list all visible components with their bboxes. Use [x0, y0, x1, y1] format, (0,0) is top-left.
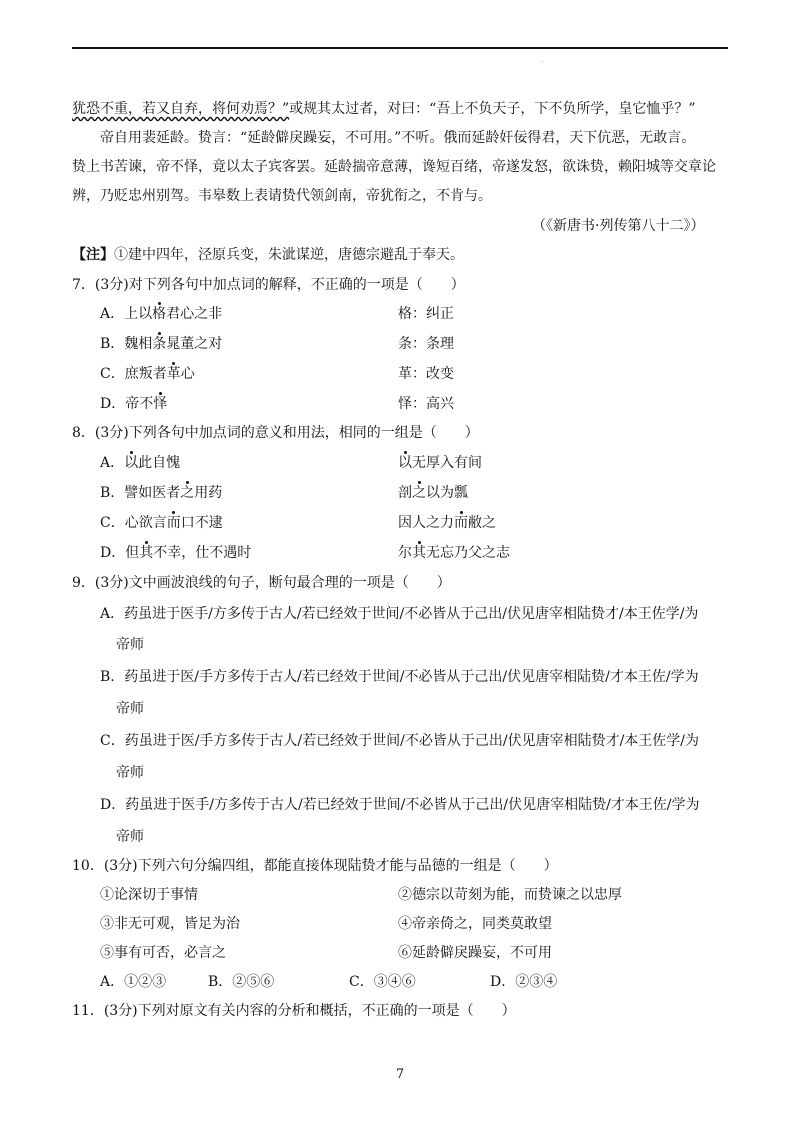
q10-choice-c: C．③④⑥ [349, 974, 416, 990]
scan-mark: · [541, 58, 544, 67]
q9-option-d-cont: 帝师 [116, 829, 144, 845]
passage-text: 或规其太过者，对曰：“吾上不负天子，下不负所学，皇它恤乎？” [289, 101, 696, 117]
q7-option-a: A．上以格君心之非 [100, 306, 223, 322]
note-text: ①建中四年，泾原兵变，朱泚谋逆，唐德宗避乱于奉天。 [114, 247, 464, 263]
q9-option-c-cont: 帝师 [116, 765, 144, 781]
dotted-word: 怿 [153, 396, 168, 412]
q7-option-d-gloss: 怿：高兴 [398, 396, 454, 412]
q7-option-b-gloss: 条：条理 [398, 336, 454, 352]
annotation-note [72, 245, 464, 265]
dotted-word: 之 [180, 485, 195, 501]
q7-option-c-gloss: 革：改变 [398, 366, 454, 382]
top-rule [72, 47, 728, 49]
q7-option-c: C．庶叛者革心 [100, 366, 195, 382]
q8-option-c: C．心欲言而口不逮 [100, 515, 223, 531]
q7-stem: 7．(3分)对下列各句中加点词的解释，不正确的一项是（ ） [72, 277, 465, 293]
dotted-word: 革 [166, 366, 181, 382]
dotted-word: 之 [412, 485, 426, 501]
q10-sentence-3: ③非无可观，皆足为治 [100, 916, 240, 932]
q9-option-b: B．药虽进于医/手方多传于古人/若已经效于世间/不必皆从于己出/伏见唐宰相陆贽/才本王佐/学为 [100, 669, 699, 685]
passage-line-3: 贽上书苦谏，帝不怿，竟以太子宾客罢。延龄揣帝意薄，谗短百绪，帝遂发怒，欲诛贽，赖阳城等交章论 [72, 159, 716, 175]
q7-option-b: B．魏相条晁董之对 [100, 336, 223, 352]
q10-sentence-4: ④帝亲倚之，同类莫敢望 [398, 916, 552, 932]
q10-sentence-5: ⑤事有可否，必言之 [100, 945, 226, 961]
dotted-word: 以 [398, 455, 412, 471]
passage-line-1 [72, 99, 696, 119]
passage-line-2: 帝自用裴延龄。贽言：“延龄僻戾躁妄，不可用。”不听。俄而延龄奸佞得君，天下伉恶，无敢言。 [100, 130, 696, 146]
note-label: 【注】 [72, 247, 114, 263]
dotted-word: 以 [124, 455, 139, 471]
wavy-underlined-text: 犹恐不重，若又自弃，将何劝焉？” [72, 101, 290, 117]
q9-option-a-cont: 帝师 [116, 637, 144, 653]
q7-option-d: D．帝不怿 [100, 396, 168, 412]
q8-option-a: A．以此自愧 [100, 455, 181, 471]
q7-option-a-gloss: 格：纠正 [398, 306, 454, 322]
dotted-word: 其 [139, 545, 154, 561]
q9-stem: 9．(3分)文中画波浪线的句子，断句最合理的一项是（ ） [72, 575, 451, 591]
q10-sentence-6: ⑥延龄僻戾躁妄，不可用 [398, 945, 552, 961]
q10-sentence-2: ②德宗以苛刻为能，而贽谏之以忠厚 [398, 887, 622, 903]
q11-stem: 11．(3分)下列对原文有关内容的分析和概括，不正确的一项是（ ） [72, 1003, 516, 1019]
q8-stem: 8．(3分)下列各句中加点词的意义和用法，相同的一组是（ ） [72, 425, 479, 441]
q10-choice-a: A．①②③ [100, 974, 167, 990]
q8-option-b-pair: 剖之以为瓢 [398, 485, 468, 501]
passage-line-4: 辨，乃贬忠州别驾。韦皋数上表请贽代领剑南，帝犹衔之，不肯与。 [72, 188, 492, 204]
passage-source: （《新唐书·列传第八十二》） [532, 218, 705, 234]
q10-stem: 10．(3分)下列六句分编四组，都能直接体现陆贽才能与品德的一组是（ ） [72, 858, 558, 874]
q8-option-d: D．但其不幸，仕不遇时 [100, 545, 252, 561]
q10-sentence-1: ①论深切于事情 [100, 887, 198, 903]
page-number: 7 [395, 1067, 405, 1082]
dotted-word: 而 [166, 515, 181, 531]
q9-option-c: C．药虽进于医/手方多传于古人/若已经效于世间/不必皆从于己出/伏见唐宰相陆贽才/本王佐学/为 [100, 733, 700, 749]
q10-choice-d: D．②③④ [490, 974, 558, 990]
q10-choice-b: B．②⑤⑥ [208, 974, 275, 990]
dotted-word: 其 [412, 545, 426, 561]
q9-option-d: D．药虽进于医手/方多传于古人/若已经效于世间/不必皆从于己出/伏见唐宰相陆贽/才本王佐/学为 [100, 797, 700, 813]
q8-option-d-pair: 尔其无忘乃父之志 [398, 545, 510, 561]
q8-option-a-pair: 以无厚入有间 [398, 455, 482, 471]
q9-option-a: A．药虽进于医手/方多传于古人/若已经效于世间/不必皆从于己出/伏见唐宰相陆贽才/本王佐学/为 [100, 606, 699, 622]
q8-option-b: B．譬如医者之用药 [100, 485, 223, 501]
dotted-word: 格 [152, 306, 167, 322]
q8-option-c-pair: 因人之力而敝之 [398, 515, 496, 531]
dotted-word: 条 [152, 336, 167, 352]
dotted-word: 而 [454, 515, 468, 531]
q9-option-b-cont: 帝师 [116, 701, 144, 717]
